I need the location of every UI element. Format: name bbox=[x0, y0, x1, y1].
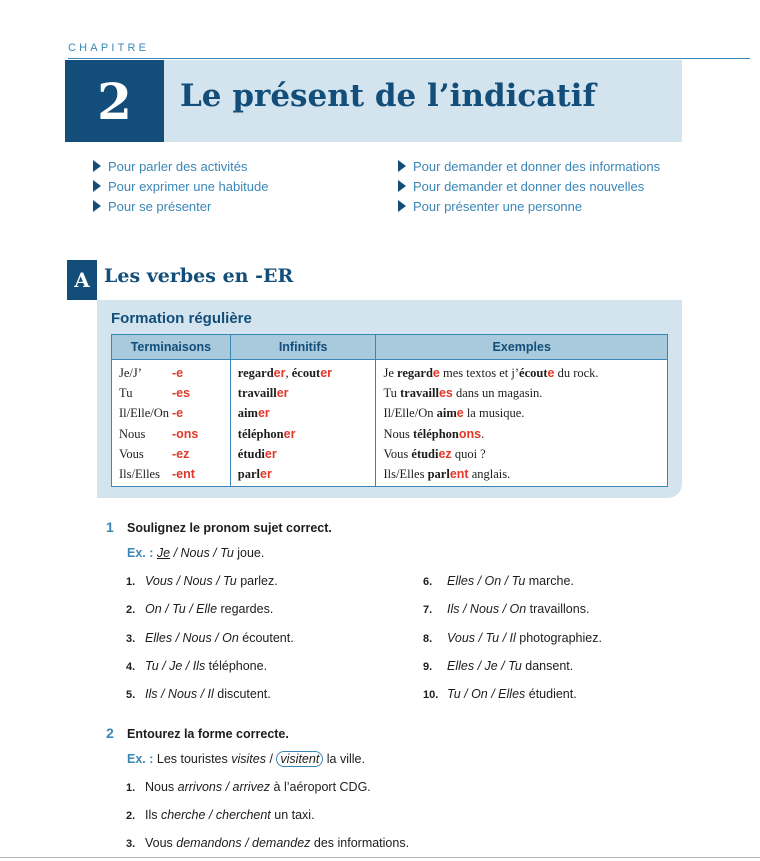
terminaison-cell: Vous -ez bbox=[112, 444, 231, 464]
chapter-label: CHAPITRE bbox=[68, 42, 150, 54]
exercise-1-item: 5. Ils / Nous / Il discutent. bbox=[126, 687, 271, 702]
objective-item: Pour demander et donner des informations bbox=[398, 156, 660, 176]
exercise-1-item: 10. Tu / On / Elles étudient. bbox=[423, 687, 577, 702]
chevron-right-icon bbox=[398, 200, 406, 212]
terminaison-cell: Je/J’ -e bbox=[112, 360, 231, 384]
objective-item: Pour parler des activités bbox=[93, 156, 268, 176]
exercise-2-item: 3. Vous demandons / demandez des informations. bbox=[126, 836, 410, 850]
infinitif-cell: téléphoner bbox=[230, 424, 376, 444]
infinitif-cell: aimer bbox=[230, 404, 376, 424]
exercise-2-number: 2 bbox=[106, 725, 114, 741]
table-row bbox=[112, 444, 668, 464]
formation-title: Formation régulière bbox=[111, 310, 252, 327]
exemple-cell: Tu travailles dans un magasin. bbox=[376, 384, 668, 404]
exercise-1-example: Ex. : Je / Nous / Tu joue. bbox=[127, 546, 265, 560]
exemple-cell: Nous téléphonons. bbox=[376, 424, 668, 444]
page-bottom-rule bbox=[0, 857, 760, 858]
table-row bbox=[112, 404, 668, 424]
table-row bbox=[112, 384, 668, 404]
objective-item: Pour se présenter bbox=[93, 196, 268, 216]
conjugation-table-body bbox=[112, 360, 668, 487]
exercise-1-item: 7. Ils / Nous / On travaillons. bbox=[423, 602, 590, 617]
exemple-cell: Ils/Elles parlent anglais. bbox=[376, 465, 668, 487]
objective-item: Pour exprimer une habitude bbox=[93, 176, 268, 196]
terminaison-cell: Tu -es bbox=[112, 384, 231, 404]
chapter-number: 2 bbox=[65, 60, 164, 142]
exercise-1-item: 9. Elles / Je / Tu dansent. bbox=[423, 658, 574, 673]
chevron-right-icon bbox=[398, 160, 406, 172]
infinitif-cell: regarder, écouter bbox=[230, 360, 376, 384]
col-header-terminaisons: Terminaisons bbox=[112, 335, 231, 360]
terminaison-cell: Il/Elle/On -e bbox=[112, 404, 231, 424]
section-title: Les verbes en -ER bbox=[104, 265, 294, 287]
col-header-infinitifs: Infinitifs bbox=[230, 335, 376, 360]
infinitif-cell: étudier bbox=[230, 444, 376, 464]
exercise-2-instruction: Entourez la forme correcte. bbox=[127, 727, 289, 741]
chapter-title: Le présent de l’indicatif bbox=[180, 78, 596, 114]
exercise-1-instruction: Soulignez le pronom sujet correct. bbox=[127, 521, 332, 535]
section-letter-badge: A bbox=[67, 260, 97, 300]
terminaison-cell: Ils/Elles -ent bbox=[112, 465, 231, 487]
exercise-2-item: 2. Ils cherche / cherchent un taxi. bbox=[126, 808, 315, 822]
objectives-left bbox=[93, 156, 268, 216]
chapter-rule bbox=[68, 58, 750, 59]
exercise-1-item: 4. Tu / Je / Ils téléphone. bbox=[126, 658, 268, 673]
chevron-right-icon bbox=[93, 180, 101, 192]
chevron-right-icon bbox=[93, 160, 101, 172]
exercise-2-item: 1. Nous arrivons / arrivez à l’aéroport CDG. bbox=[126, 780, 371, 794]
exercise-1-item: 6. Elles / On / Tu marche. bbox=[423, 574, 574, 588]
exercise-1-item: 2. On / Tu / Elle regardes. bbox=[126, 602, 274, 617]
objectives-right bbox=[398, 156, 660, 216]
objective-item: Pour présenter une personne bbox=[398, 196, 660, 216]
exercise-1-number: 1 bbox=[106, 519, 114, 535]
exercise-1-item: 1. Vous / Nous / Tu parlez. bbox=[126, 574, 278, 588]
exemple-cell: Il/Elle/On aime la musique. bbox=[376, 404, 668, 424]
exemple-cell: Je regarde mes textos et j’écoute du rock. bbox=[376, 360, 668, 384]
table-row bbox=[112, 360, 668, 384]
circled-answer: visitent bbox=[276, 751, 323, 767]
chevron-right-icon bbox=[93, 200, 101, 212]
exercise-1-item: 8. Vous / Tu / Il photographiez. bbox=[423, 630, 602, 645]
objective-item: Pour demander et donner des nouvelles bbox=[398, 176, 660, 196]
table-row bbox=[112, 424, 668, 444]
table-row bbox=[112, 465, 668, 487]
exemple-cell: Vous étudiez quoi ? bbox=[376, 444, 668, 464]
chevron-right-icon bbox=[398, 180, 406, 192]
exercise-2-example: Ex. : Les touristes visites / visitent la ville. bbox=[127, 752, 365, 766]
exercise-1-item: 3. Elles / Nous / On écoutent. bbox=[126, 630, 294, 645]
terminaison-cell: Nous -ons bbox=[112, 424, 231, 444]
infinitif-cell: travailler bbox=[230, 384, 376, 404]
conjugation-table bbox=[111, 334, 668, 487]
infinitif-cell: parler bbox=[230, 465, 376, 487]
col-header-exemples: Exemples bbox=[376, 335, 668, 360]
